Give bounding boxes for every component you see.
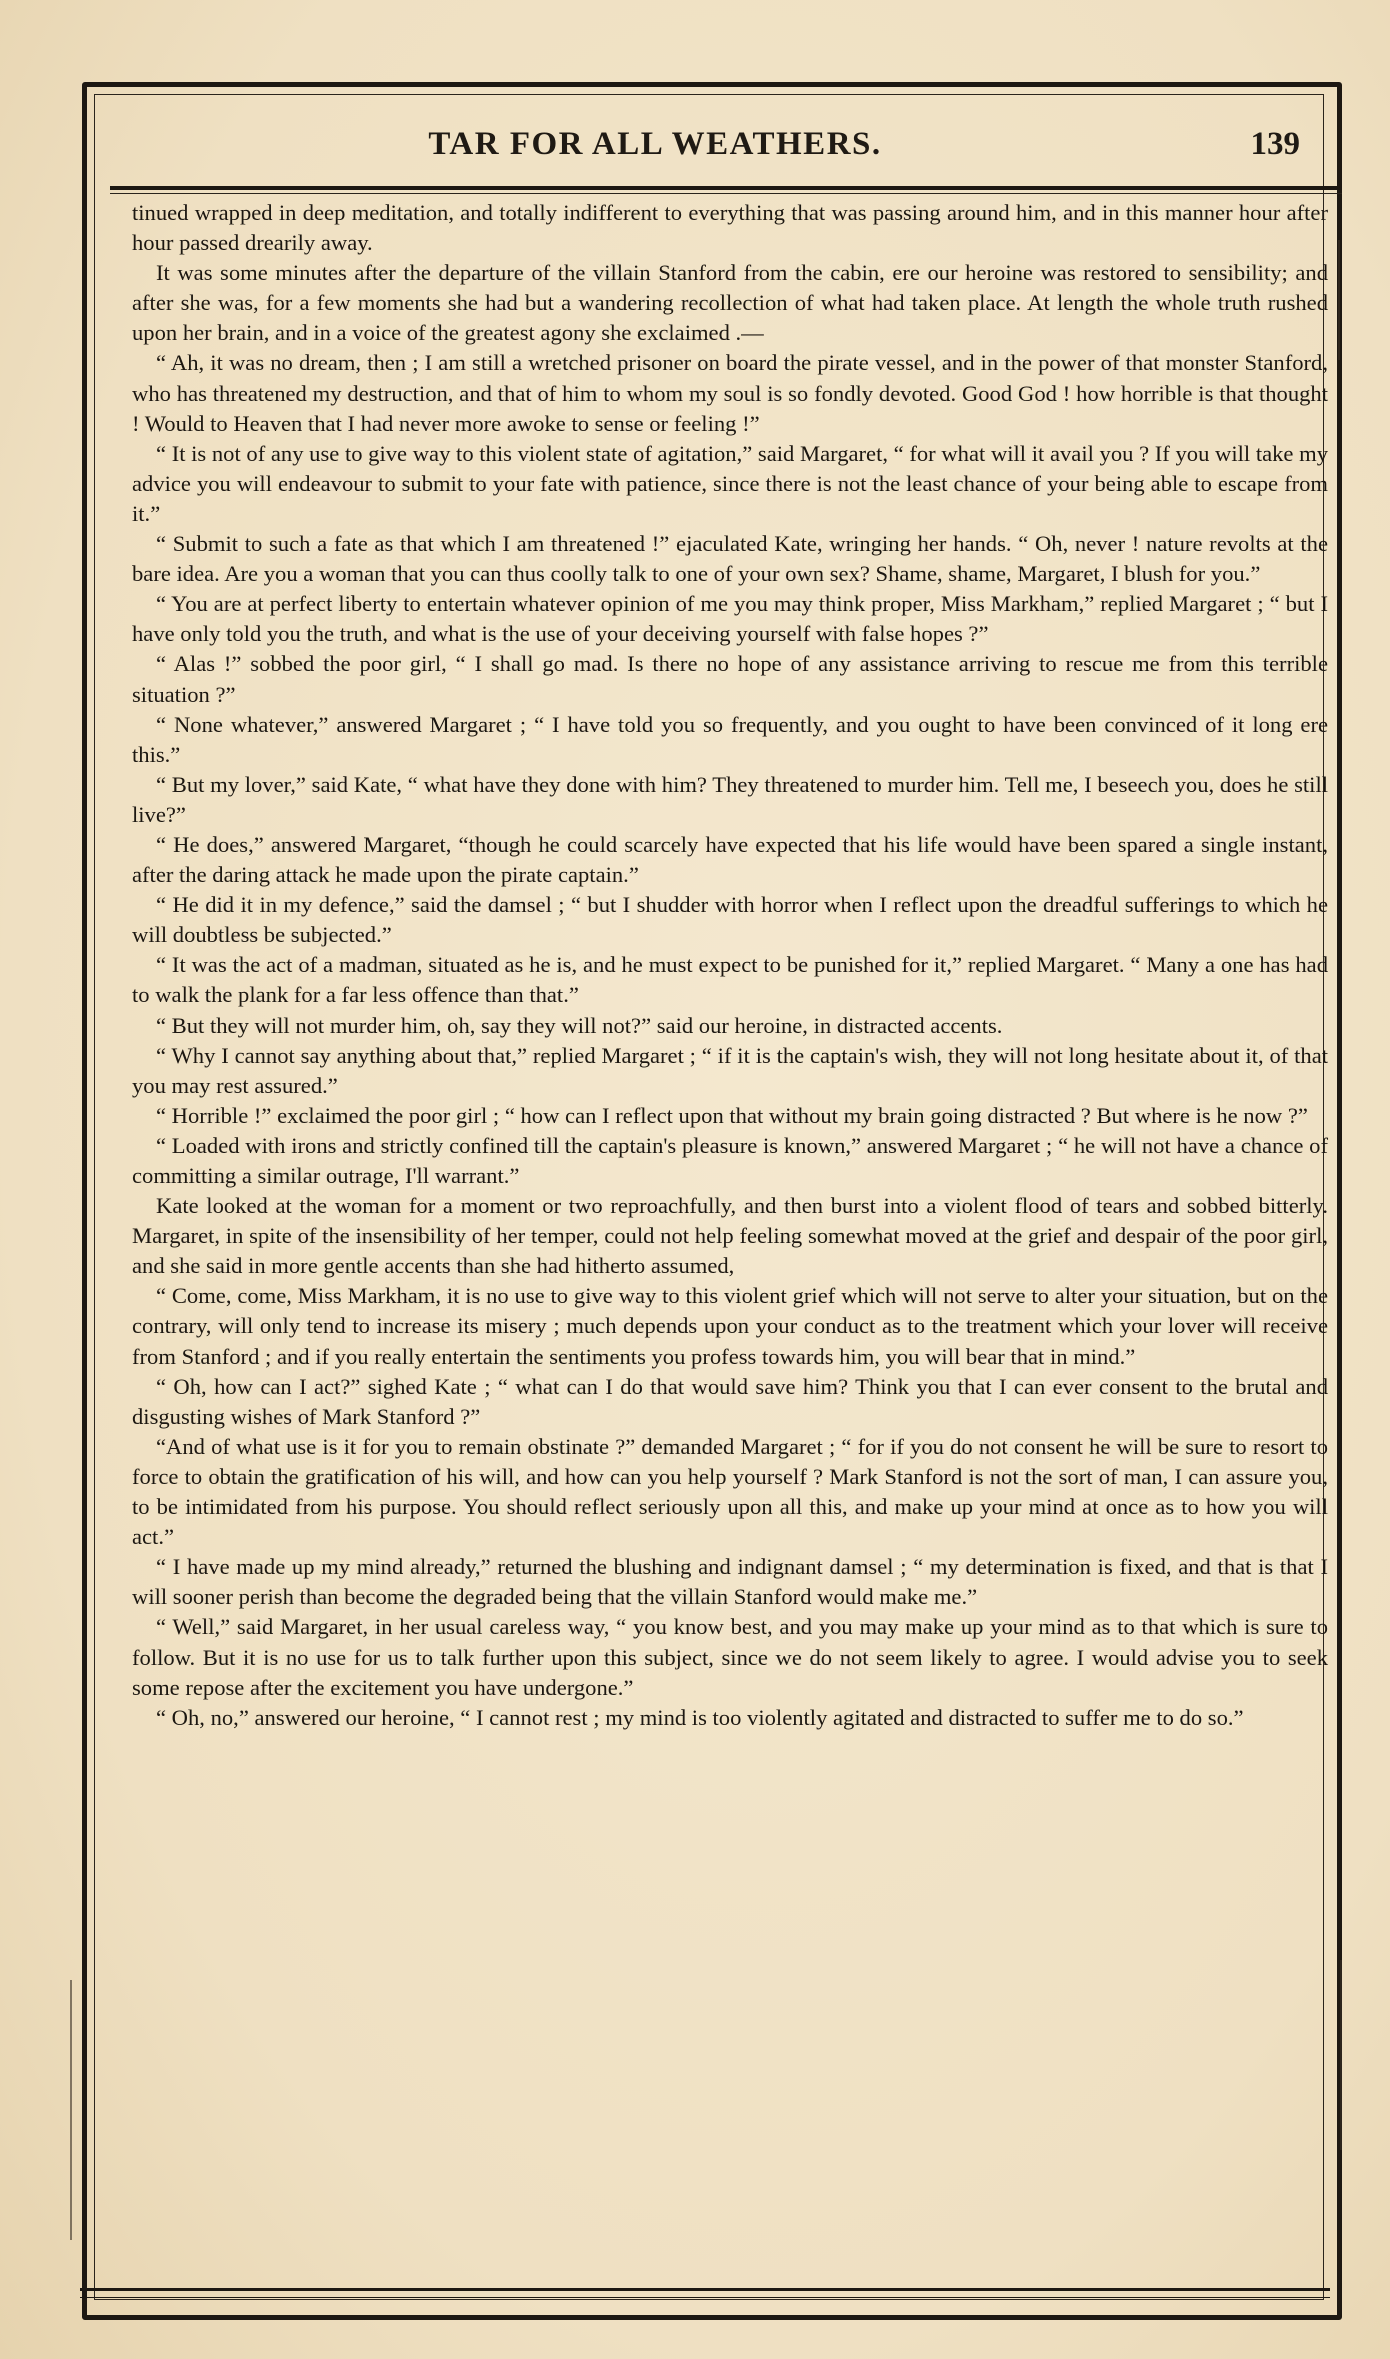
paragraph: “ It is not of any use to give way to this violent state of agitation,” said Margaret, “ for what will it avail you ? If you will take my advice you will endeavour to submit to your fate with patience, since there is not the least chance of your being able to escape from it.” — [132, 440, 1328, 526]
page-header — [110, 126, 1320, 176]
paragraph: “ None whatever,” answered Margaret ; “ I have told you so frequently, and you ought to have been convinced of it long ere this.” — [132, 711, 1328, 767]
paragraph: “ Come, come, Miss Markham, it is no use to give way to this violent grief which will not serve to alter your situation, but on the contrary, will only tend to increase its misery ; much depends upon your conduct as to the treatment which your lover will receive from Stanford ; and if you really entertain the sentiments you profess towards him, you will bear that in mind.” — [132, 1283, 1328, 1369]
footer-rule — [80, 2288, 1330, 2298]
paragraph: “ Well,” said Margaret, in her usual careless way, “ you know best, and you may make up your mind as to that which is sure to follow. But it is no use for us to talk further upon this subject, since we do not seem likely to agree. I would advise you to seek some repose after the excitement you have undergone.” — [132, 1614, 1328, 1700]
paragraph: “ Horrible !” exclaimed the poor girl ; “ how can I reflect upon that without my brain going distracted ? But where is he now ?” — [156, 1102, 1308, 1128]
paragraph: “ Oh, no,” answered our heroine, “ I cannot rest ; my mind is too violently agitated and distracted to suffer me to do so.” — [156, 1704, 1244, 1730]
margin-mark — [1340, 1960, 1342, 2150]
margin-mark — [70, 1980, 72, 2240]
paragraph: tinued wrapped in deep meditation, and totally indifferent to everything that was passing around him, and in this manner hour after hour passed drearily away. — [132, 200, 1328, 256]
paragraph: “ Why I cannot say anything about that,” replied Margaret ; “ if it is the captain's wish, they will not long hesitate about it, of that you may rest assured.” — [132, 1042, 1328, 1098]
paragraph: “ He did it in my defence,” said the damsel ; “ but I shudder with horror when I reflect upon the dreadful sufferings to which he will doubtless be subjected.” — [132, 892, 1328, 948]
paragraph: “ You are at perfect liberty to entertain whatever opinion of me you may think proper, Miss Markham,” replied Margaret ; “ but I have only told you the truth, and what is the use of your deceiving yourself with false hopes ?” — [132, 591, 1328, 647]
paragraph: “ But they will not murder him, oh, say they will not?” said our heroine, in distracted accents. — [156, 1012, 1003, 1038]
paragraph: “ Oh, how can I act?” sighed Kate ; “ what can I do that would save him? Think you that I can ever consent to the brutal and disgusting wishes of Mark Stanford ?” — [132, 1373, 1328, 1429]
paragraph: “ It was the act of a madman, situated as he is, and he must expect to be punished for it,” replied Margaret. “ Many a one has had to walk the plank for a far less offence than that.” — [132, 952, 1328, 1008]
page-number: 139 — [1250, 126, 1300, 162]
paragraph: “ I have made up my mind already,” returned the blushing and indignant damsel ; “ my determination is fixed, and that is that I will sooner perish than become the degraded being that the villain Stanford would make me.” — [132, 1554, 1328, 1610]
running-title: TAR FOR ALL WEATHERS. — [428, 126, 882, 162]
paragraph: “ He does,” answered Margaret, “though he could scarcely have expected that his life would have been spared a single instant, after the daring attack he made upon the pirate captain.” — [132, 831, 1328, 888]
header-rule — [110, 186, 1342, 190]
body-text — [132, 198, 1328, 1733]
paragraph: “ Submit to such a fate as that which I am threatened !” ejaculated Kate, wringing her hands. “ Oh, never ! nature revolts at the bare idea. Are you a woman that you can thus coolly talk to one of your own sex? Shame, shame, Margaret, I blush for you.” — [132, 531, 1328, 587]
paragraph: “ Loaded with irons and strictly confined till the captain's pleasure is known,” answered Margaret ; “ he will not have a chance of committing a similar outrage, I'll warrant.” — [132, 1132, 1328, 1188]
paragraph: “ Ah, it was no dream, then ; I am still a wretched prisoner on board the pirate vessel, and in the power of that monster Stanford, who has threatened my destruction, and that of him to whom my soul is so fondly devoted. Good God ! how horrible is that thought ! Would to Heaven that I had never more awoke to sense or feeling !” — [132, 350, 1328, 436]
margin-mark — [1338, 240, 1340, 360]
paragraph: Kate looked at the woman for a moment or two reproachfully, and then burst into a violent flood of tears and sobbed bitterly. Margaret, in spite of the insensibility of her temper, could not help feeling somewhat moved at the grief and despair of the poor girl, and she said in more gentle accents than she had hitherto assumed, — [132, 1193, 1328, 1279]
header-rule-thin — [110, 193, 1342, 194]
paragraph: “And of what use is it for you to remain obstinate ?” demanded Margaret ; “ for if you do not consent he will be sure to resort to force to obtain the gratification of his will, and how can you help yourself ? Mark Stanford is not the sort of man, I can assure you, to be intimidated from his purpose. You should reflect seriously upon all this, and make up your mind at once as to how you will act.” — [132, 1433, 1328, 1550]
paragraph: “ But my lover,” said Kate, “ what have they done with him? They threatened to murder him. Tell me, I beseech you, does he still live?” — [132, 771, 1328, 827]
paragraph: “ Alas !” sobbed the poor girl, “ I shall go mad. Is there no hope of any assistance arriving to rescue me from this terrible situation ?” — [132, 651, 1328, 707]
paragraph: It was some minutes after the departure of the villain Stanford from the cabin, ere our heroine was restored to sensibility; and after she was, for a few moments she had but a wandering recollection of what had taken place. At length the whole truth rushed upon her brain, and in a voice of the greatest agony she exclaimed .— — [132, 260, 1328, 346]
